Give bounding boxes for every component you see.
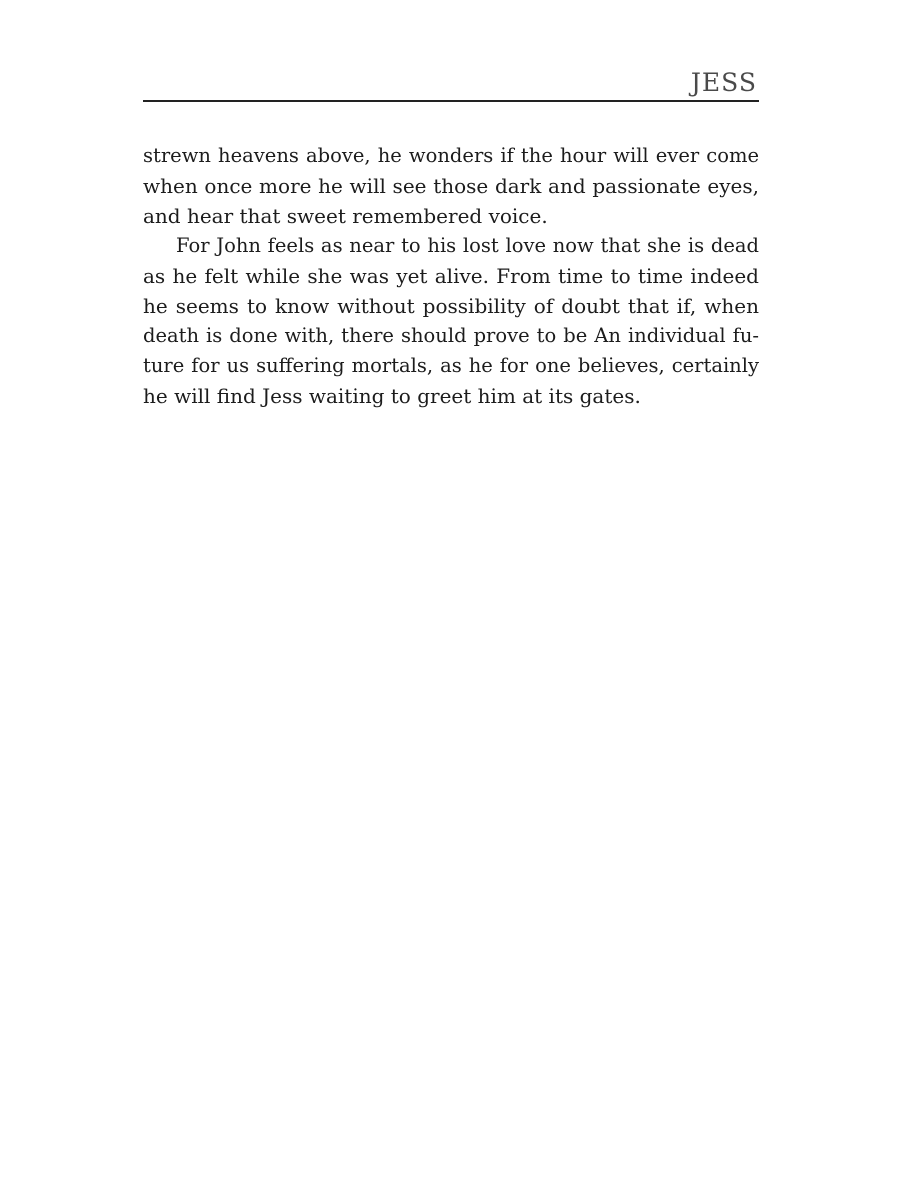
text-line: he seems to know without possibility of doubt that if, when — [143, 294, 759, 318]
text-line: strewn heavens above, he wonders if the hour will ever come — [143, 144, 759, 167]
text-line: death is done with, there should prove to be An individual fu- — [143, 324, 759, 347]
paragraph — [143, 231, 759, 411]
header-rule — [143, 100, 759, 102]
text-line: he will find Jess waiting to greet him at its gates. — [143, 384, 641, 408]
text-line: ture for us suffering mortals, as he for one believes, certainly — [143, 354, 759, 377]
text-line: as he felt while she was yet alive. From time to time indeed — [143, 264, 759, 288]
text-line: when once more he will see those dark and passionate eyes, — [143, 174, 759, 198]
text-line: and hear that sweet remembered voice. — [143, 204, 548, 228]
text-line: For John feels as near to his lost love now that she is dead — [176, 234, 759, 257]
paragraph — [143, 141, 759, 231]
running-head: JESS — [690, 68, 757, 97]
body-text — [143, 141, 759, 411]
